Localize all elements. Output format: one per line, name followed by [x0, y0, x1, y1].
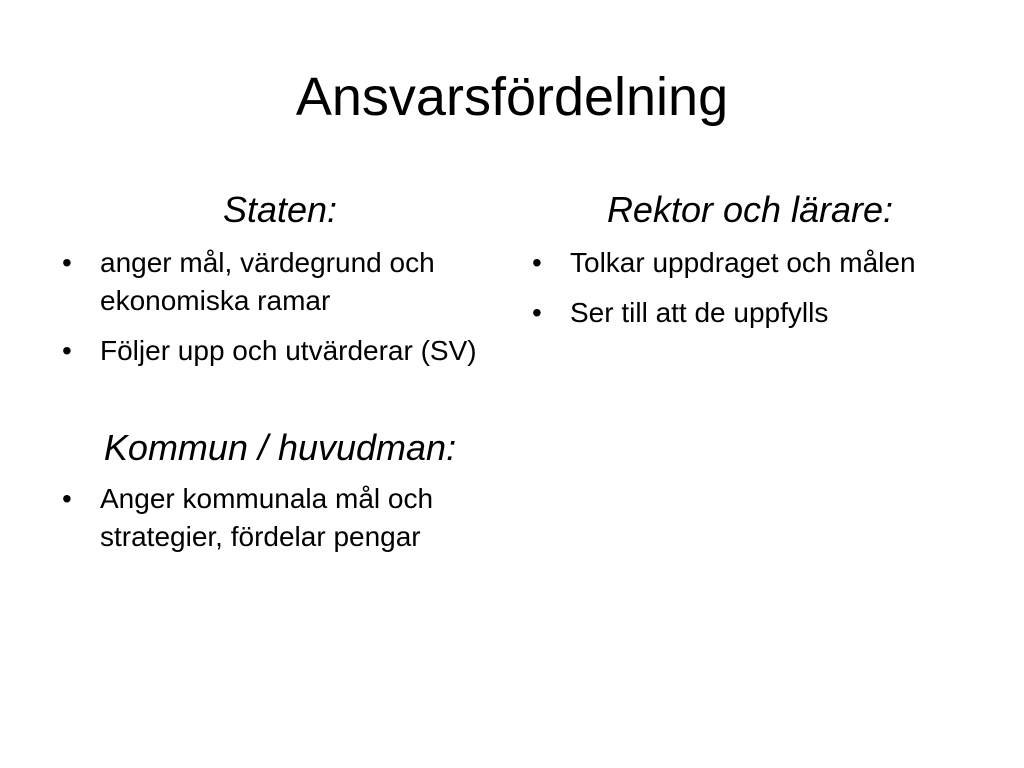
- list-item-text: Ser till att de uppfylls: [570, 297, 829, 328]
- bullet-icon: •: [62, 247, 72, 278]
- list-item-text: Tolkar uppdraget och målen: [570, 247, 916, 278]
- list-item: [60, 480, 500, 556]
- section-heading-staten: Staten:: [222, 189, 338, 230]
- list-item-text: Anger kommunala mål och strategier, fördelar pengar: [100, 483, 434, 552]
- list-item: [60, 244, 500, 320]
- bullet-list-rektor: [530, 244, 970, 344]
- section-heading-kommun: Kommun / huvudman:: [103, 427, 457, 468]
- list-item-text: Följer upp och utvärderar (SV): [100, 335, 477, 366]
- bullet-icon: •: [532, 247, 542, 278]
- section-heading-rektor: Rektor och lärare:: [606, 189, 894, 230]
- slide-title: Ansvarsfördelning: [295, 67, 729, 127]
- bullet-icon: •: [62, 335, 72, 366]
- list-item: [60, 332, 500, 370]
- list-item: [530, 244, 970, 282]
- list-item: [530, 294, 970, 332]
- bullet-list-kommun: [60, 480, 500, 568]
- bullet-list-staten: [60, 244, 500, 382]
- bullet-icon: •: [62, 483, 72, 514]
- list-item-text: anger mål, värdegrund och ekonomiska ramar: [100, 247, 435, 316]
- bullet-icon: •: [532, 297, 542, 328]
